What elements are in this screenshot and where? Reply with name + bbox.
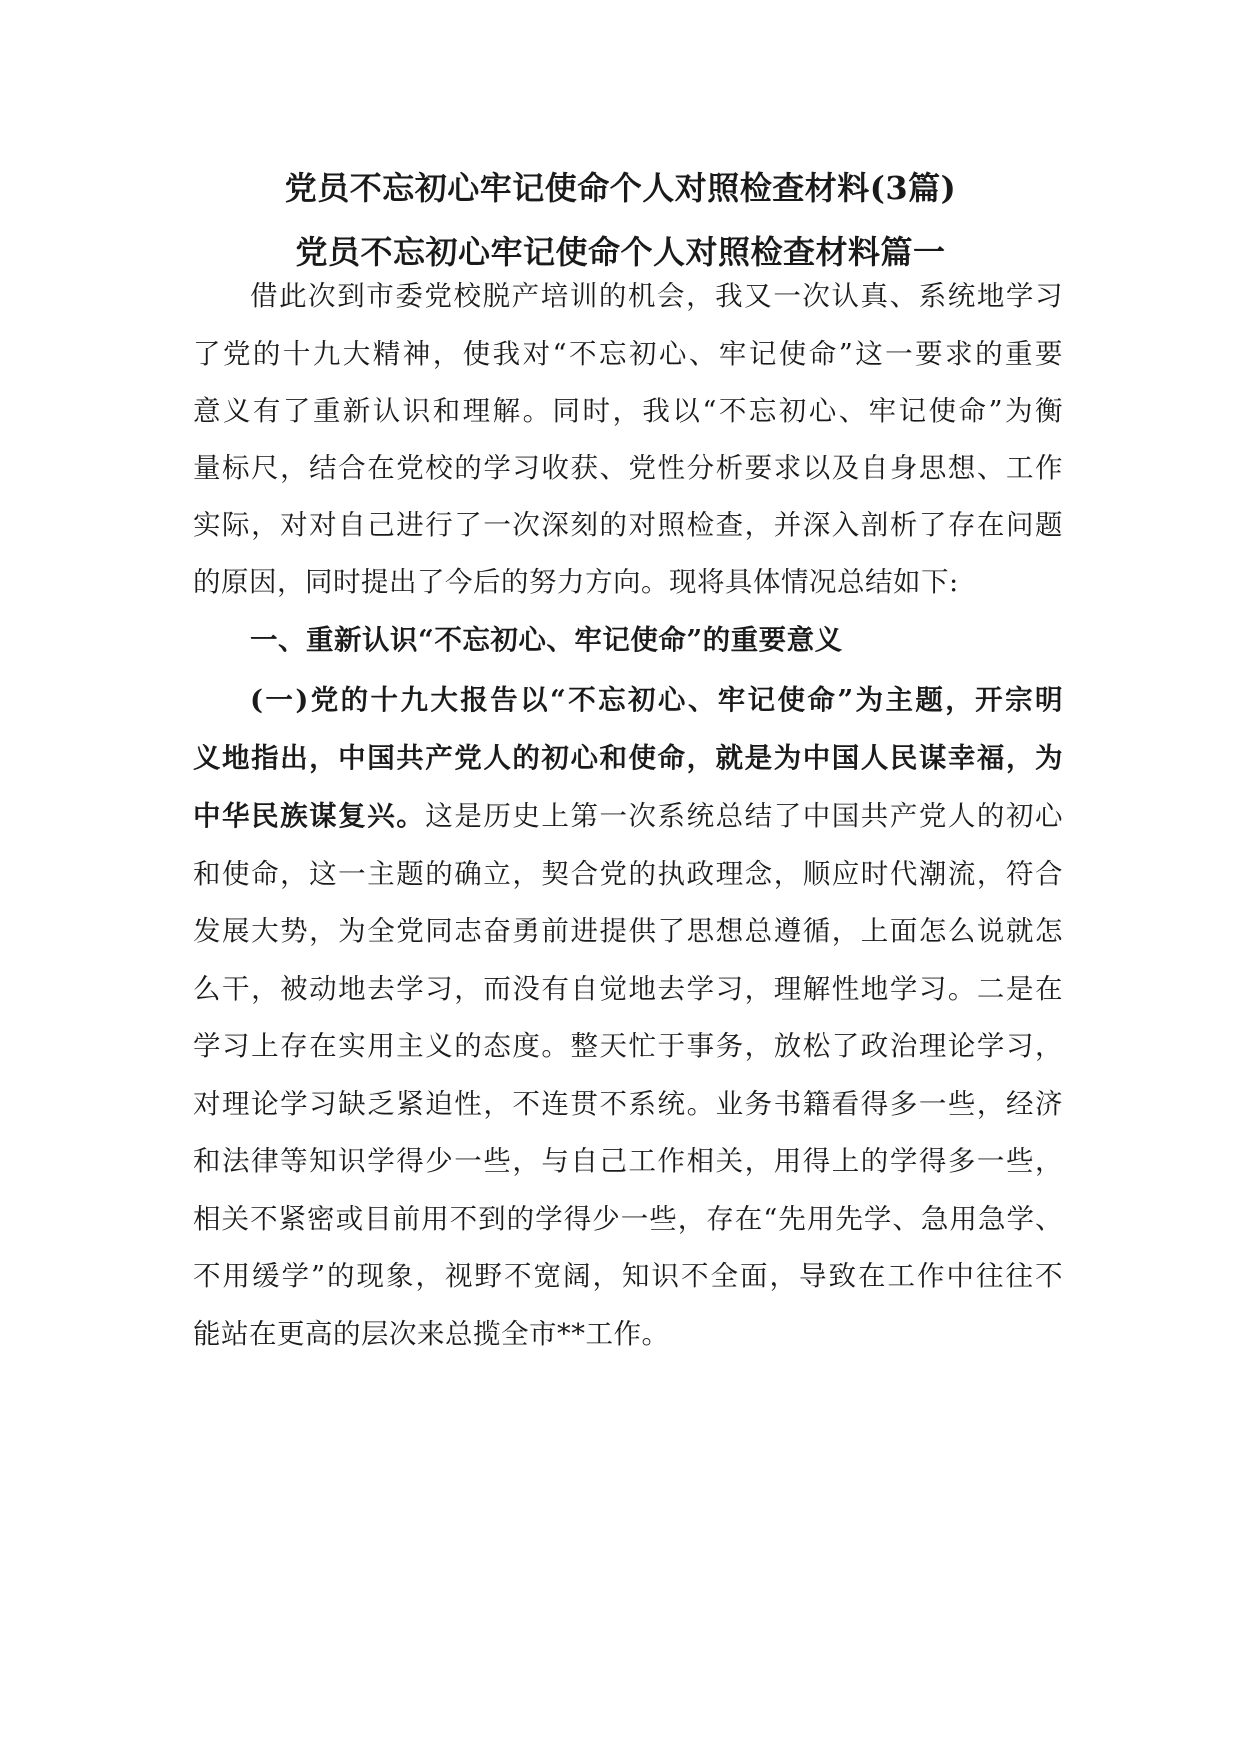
paragraph-line: 相关不紧密或目前用不到的学得少一些，存在“先用先学、急用急学、 (193, 1203, 1063, 1235)
paragraph-line: 实际，对对自己进行了一次深刻的对照检查，并深入剖析了存在问题 (193, 509, 1063, 541)
document-subtitle: 党员不忘初心牢记使命个人对照检查材料篇一 (295, 233, 946, 271)
paragraph-line: 和法律等知识学得少一些，与自己工作相关，用得上的学得多一些， (193, 1145, 1063, 1177)
paragraph-text: 这是历史上第一次系统总结了中国共产党人的初心 (425, 800, 1064, 832)
paragraph-line: 不用缓学”的现象，视野不宽阔，知识不全面，导致在工作中往往不 (193, 1260, 1063, 1292)
paragraph-line: (一)党的十九大报告以“不忘初心、牢记使命”为主题，开宗明 (250, 684, 1063, 716)
paragraph-line: 发展大势，为全党同志奋勇前进提供了思想总遵循，上面怎么说就怎 (193, 915, 1063, 947)
paragraph-line: 了党的十九大精神，使我对“不忘初心、牢记使命”这一要求的重要 (193, 338, 1063, 370)
document-title: 党员不忘初心牢记使命个人对照检查材料(3篇) (284, 169, 957, 207)
paragraph-line: 量标尺，结合在党校的学习收获、党性分析要求以及自身思想、工作 (193, 452, 1063, 484)
paragraph-line: 么干，被动地去学习，而没有自觉地去学习，理解性地学习。二是在 (193, 973, 1063, 1005)
paragraph-line: 和使命，这一主题的确立，契合党的执政理念，顺应时代潮流，符合 (193, 858, 1063, 890)
section-heading: 一、重新认识“不忘初心、牢记使命”的重要意义 (250, 624, 843, 656)
paragraph-line: 对理论学习缺乏紧迫性，不连贯不系统。业务书籍看得多一些，经济 (193, 1088, 1063, 1120)
paragraph-line: 的原因，同时提出了今后的努力方向。现将具体情况总结如下: (193, 566, 959, 598)
paragraph-line: 能站在更高的层次来总揽全市**工作。 (193, 1318, 670, 1350)
bold-phrase: 中华民族谋复兴。 (193, 800, 426, 832)
paragraph-line (193, 798, 1063, 834)
paragraph-line: 借此次到市委党校脱产培训的机会，我又一次认真、系统地学习 (250, 280, 1063, 312)
paragraph-line: 意义有了重新认识和理解。同时，我以“不忘初心、牢记使命”为衡 (193, 395, 1063, 427)
paragraph-line: 学习上存在实用主义的态度。整天忙于事务，放松了政治理论学习， (193, 1030, 1063, 1062)
paragraph-line: 义地指出，中国共产党人的初心和使命，就是为中国人民谋幸福，为 (193, 742, 1063, 774)
